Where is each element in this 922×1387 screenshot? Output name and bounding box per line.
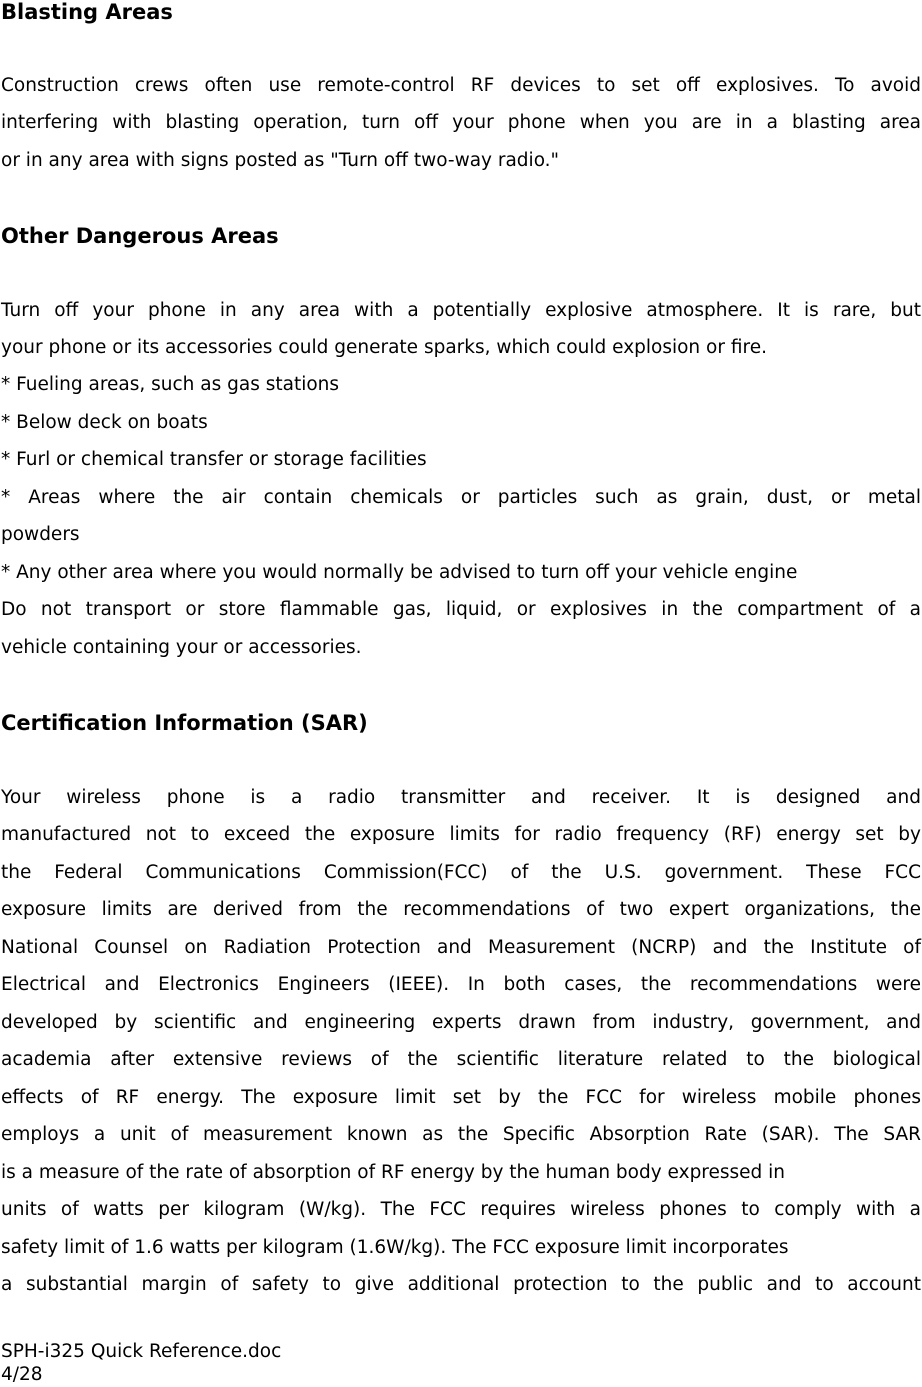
paragraph-line: the Federal Communications Commission(FCC) of the U.S. government. These FCC (1, 862, 921, 883)
paragraph-line: manufactured not to exceed the exposure limits for radio frequency (RF) energy set by (1, 824, 921, 845)
paragraph-line: developed by scientific and engineering experts drawn from industry, government, and (1, 1012, 921, 1033)
list-item: * Fueling areas, such as gas stations (1, 374, 340, 395)
paragraph-line: effects of RF energy. The exposure limit set by the FCC for wireless mobile phones (1, 1087, 921, 1108)
paragraph-line: your phone or its accessories could generate sparks, which could explosion or fire. (1, 337, 767, 358)
paragraph-line: interfering with blasting operation, turn off your phone when you are in a blasting area (1, 112, 921, 133)
paragraph-line: exposure limits are derived from the recommendations of two expert organizations, the (1, 899, 921, 920)
paragraph-line: Turn off your phone in any area with a potentially explosive atmosphere. It is rare, but (1, 300, 921, 321)
paragraph-line: Construction crews often use remote-control RF devices to set off explosives. To avoid (1, 75, 921, 96)
list-item: * Furl or chemical transfer or storage facilities (1, 449, 427, 470)
footer-filename: SPH-i325 Quick Reference.doc (1, 1341, 282, 1362)
paragraph-line: Do not transport or store flammable gas, liquid, or explosives in the compartment of a (1, 599, 921, 620)
paragraph-line: Electrical and Electronics Engineers (IEEE). In both cases, the recommendations were (1, 974, 921, 995)
list-item: * Areas where the air contain chemicals or particles such as grain, dust, or metal (1, 487, 921, 508)
paragraph-line: units of watts per kilogram (W/kg). The FCC requires wireless phones to comply with a (1, 1199, 921, 1220)
paragraph-line: National Counsel on Radiation Protection and Measurement (NCRP) and the Institute of (1, 937, 921, 958)
section-heading-blasting-areas: Blasting Areas (1, 0, 173, 24)
list-item: * Below deck on boats (1, 412, 208, 433)
paragraph-line: vehicle containing your or accessories. (1, 637, 362, 658)
footer-page-number: 4/28 (1, 1364, 43, 1385)
paragraph-line: is a measure of the rate of absorption of RF energy by the human body expressed in (1, 1162, 786, 1183)
paragraph-line: academia after extensive reviews of the scientific literature related to the biological (1, 1049, 921, 1070)
paragraph-line: employs a unit of measurement known as the Specific Absorption Rate (SAR). The SAR (1, 1124, 921, 1145)
section-heading-other-dangerous-areas: Other Dangerous Areas (1, 224, 279, 248)
paragraph-line: Your wireless phone is a radio transmitter and receiver. It is designed and (1, 787, 921, 808)
list-item-continuation: powders (1, 524, 80, 545)
paragraph-line: or in any area with signs posted as "Turn off two-way radio." (1, 150, 560, 171)
paragraph-line: safety limit of 1.6 watts per kilogram (1.6W/kg). The FCC exposure limit incorporates (1, 1237, 789, 1258)
section-heading-certification-information: Certification Information (SAR) (1, 711, 368, 735)
list-item: * Any other area where you would normally be advised to turn off your vehicle engine (1, 562, 798, 583)
paragraph-line: a substantial margin of safety to give additional protection to the public and to account (1, 1274, 921, 1295)
